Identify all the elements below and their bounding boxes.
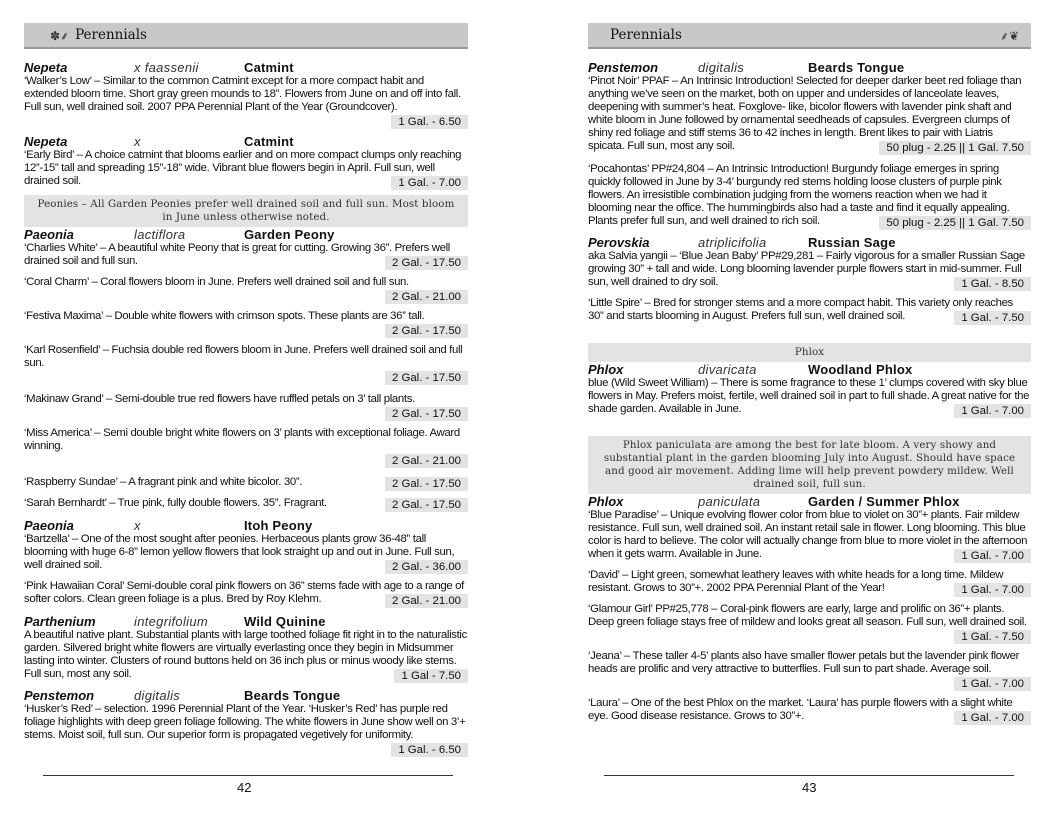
description-text: ‘Miss America’ – Semi double bright white flowers on 3’ plants with exceptional foliage. Award winning. [24,427,460,452]
plant-description [588,697,1031,725]
description-text: ‘Bartzella’ – One of the most sought after peonies. Herbaceous plants grow 36-48” tall blooming with huge 6-8” lemon yellow flowers that look straight up and out in June. Full sun, well drained soil. [24,533,455,571]
left-page [24,0,468,816]
plant-genus: Penstemon [24,688,95,703]
plant-description [24,393,468,421]
plant-description [24,276,468,304]
price-tag: 2 Gal. - 17.50 [385,371,468,385]
plant-title-row [24,519,468,533]
price-tag: 2 Gal. - 17.50 [385,477,468,491]
plant-species: integrifolium [134,614,208,629]
description-text: ‘Jeana’ – These taller 4-5’ plants also have smaller flower petals but the lavender pink flower heads are prolific and very attractive to butterflies. Full sun to part shade. Average soil. [588,650,1020,675]
plant-title-row [588,236,1031,250]
price-tag: 1 Gal. - 7.00 [954,583,1031,597]
description-text: ‘Blue Paradise’ – Unique evolving flower color from blue to violet on 30”+ plants. Fair mildew resistance. Full sun, well drained soil. An instant retail sale in flower. Long blooming. This blue color is hard to believe. The color will actually change from blue to more violet in the afternoon when it gets warm. Available in June. [588,509,1028,560]
plant-common-name: Beards Tongue [244,688,341,703]
description-text: ‘Charlies White’ – A beautiful white Peony that is great for cutting. Growing 36”. Prefers well drained soil and full sun. [24,242,450,267]
right-entry-list [588,61,1031,725]
price-tag: 1 Gal. - 7.50 [954,630,1031,644]
plant-title-row [24,228,468,242]
plant-description [24,629,468,683]
plant-description [24,310,468,338]
right-page-header [588,23,1031,49]
plant-species: digitalis [134,688,181,703]
plant-title-row [24,61,468,75]
plant-description [588,603,1031,644]
price-tag: 1 Gal. - 7.00 [954,549,1031,563]
plant-genus: Nepeta [24,60,68,75]
plant-common-name: Catmint [244,60,294,75]
right-footer-rule [604,775,1014,776]
price-tag: 2 Gal. - 17.50 [385,407,468,421]
plant-genus: Phlox [588,494,624,509]
plant-description [24,703,468,757]
price-tag: 50 plug - 2.25 || 1 Gal. 7.50 [879,141,1031,155]
plant-genus: Paeonia [24,227,74,242]
plant-description [24,242,468,270]
price-tag: 2 Gal. - 21.00 [385,594,468,608]
plant-description [24,75,468,129]
description-text: ‘Pinot Noir’ PPAF – An Intrinsic Introduction! Selected for deeper darker beet red foliage than anything we’ve seen on the market, both on upper and undersides of lanceolate leaves, deepening with summer’s heat. Foxglove- like, bicolor flowers with lavender pink shaft and white bloom in June followed by ornamental seedheads of capsules. Evergreen clumps of shiny red foliage and stiff stems 36 to 42 inches in length. Brent likes to pair with Liatris spicata. Full sun, most any soil. [588,75,1022,152]
left-entry-list [24,61,468,757]
plant-description [24,149,468,190]
plant-common-name: Woodland Phlox [808,362,913,377]
plant-description [588,509,1031,563]
plant-genus: Phlox [588,362,624,377]
price-tag: 2 Gal. - 21.00 [385,454,468,468]
plant-description [588,569,1031,597]
plant-genus: Parthenium [24,614,96,629]
right-page [588,0,1031,816]
plant-genus: Perovskia [588,235,650,250]
plant-species: paniculata [698,494,761,509]
plant-description [588,163,1031,230]
description-text: ‘Karl Rosenfield’ – Fuchsia double red flowers bloom in June. Prefers well drained soil and full sun. [24,344,463,369]
price-tag: 2 Gal. - 17.50 [385,498,468,512]
flower-ornament-icon: ✽⸙ [50,28,70,43]
plant-title-row [588,495,1031,509]
price-tag: 2 Gal. - 17.50 [385,324,468,338]
plant-common-name: Wild Quinine [244,614,326,629]
right-page-number: 43 [802,780,817,795]
description-text: blue (Wild Sweet William) – There is some fragrance to these 1’ clumps covered with sky blue flowers in May. Prefers moist, fertile, well drained soil in part to full shade. A great native for the shade garden. Available in June. [588,377,1030,415]
left-page-header [24,23,468,49]
price-tag: 1 Gal. - 8.50 [954,277,1031,291]
description-text: aka Salvia yangii – ‘Blue Jean Baby’ PP#29,281 – Fairly vigorous for a smaller Russian Sage growing 30” + tall and wide. Long blooming lavender purple flowers start in mid-summer. Full sun, well drained to dry soil. [588,250,1025,288]
plant-species: x [134,134,141,149]
description-text: ‘Pink Hawaiian Coral’ Semi-double coral pink flowers on 36” stems fade with age to a range of softer colors. Clean green foliage is a plus. Bred by Roy Klehm. [24,580,464,605]
plant-description [588,377,1031,418]
plant-genus: Nepeta [24,134,68,149]
plant-description [588,297,1031,325]
price-tag: 2 Gal. - 21.00 [385,290,468,304]
price-tag: 1 Gal. - 7.50 [954,311,1031,325]
plant-description [588,650,1031,691]
plant-description [24,497,468,512]
left-header-title: Perennials [75,27,147,43]
description-text: ‘Festiva Maxima’ – Double white flowers with crimson spots. These plants are 36” tall. [24,310,425,322]
plant-common-name: Itoh Peony [244,518,313,533]
plant-species: atriplicifolia [698,235,767,250]
description-text: ‘Coral Charm’ – Coral flowers bloom in June. Prefers well drained soil and full sun. [24,276,409,288]
plant-species: x faassenii [134,60,199,75]
plant-genus: Penstemon [588,60,659,75]
description-text: ‘Early Bird’ – A choice catmint that blooms earlier and on more compact clumps only reaching 12”-15” tall and spreading 15”-18” wide. Vibrant blue flowers begin in April. Full sun, well drained soil. [24,149,462,187]
description-text: ‘Raspberry Sundae’ – A fragrant pink and white bicolor. 30”. [24,476,303,488]
plant-common-name: Garden Peony [244,227,335,242]
plant-description [588,75,1031,155]
bird-ornament-icon: ⸙❦ [999,28,1019,43]
price-tag: 1 Gal. - 6.50 [391,115,468,129]
description-text: ‘Husker’s Red’ – selection. 1996 Perennial Plant of the Year. ‘Husker’s Red’ has purple red foliage highlights with deep green foliage following. The white flowers in June show well on 3’+ stems. Moist soil, full sun. Our superior form is propagated vegetively for uniformity. [24,703,466,741]
left-page-number: 42 [237,780,252,795]
plant-title-row [24,689,468,703]
plant-description [24,533,468,574]
description-text: ‘Laura’ – One of the best Phlox on the market. ‘Laura’ has purple flowers with a slight white eye. Good disease resistance. Grows to 30”+. [588,697,1013,722]
description-text: ‘Glamour Girl’ PP#25,778 – Coral-pink flowers are early, large and prolific on 36”+ plants. Deep green foliage stays free of mildew and looks great all season. Full sun, well drained soil. [588,603,1027,628]
right-header-title: Perennials [610,27,682,43]
plant-description [24,344,468,385]
plant-common-name: Garden / Summer Phlox [808,494,960,509]
plant-title-row [588,61,1031,75]
price-tag: 1 Gal. - 6.50 [391,743,468,757]
plant-common-name: Catmint [244,134,294,149]
plant-title-row [588,363,1031,377]
price-tag: 1 Gal. - 7.00 [954,404,1031,418]
plant-species: divaricata [698,362,757,377]
price-tag: 50 plug - 2.25 || 1 Gal. 7.50 [879,216,1031,230]
plant-genus: Paeonia [24,518,74,533]
description-text: A beautiful native plant. Substantial plants with large toothed foliage fit right in to the naturalistic garden. Silvered bright white flowers are virtually everlasting once they begin in Midsummer lasting into winter. Clusters of round buttons held on 36 inch plus or minus woody like stems. Full sun, most any soil. [24,629,467,680]
plant-title-row [24,135,468,149]
plant-common-name: Beards Tongue [808,60,905,75]
description-text: ‘Makinaw Grand’ – Semi-double true red flowers have ruffled petals on 3’ tall plants. [24,393,415,405]
plant-species: digitalis [698,60,745,75]
plant-species: lactiflora [134,227,186,242]
price-tag: 1 Gal. - 7.00 [391,176,468,190]
plant-description [24,476,468,491]
section-note: Phlox paniculata are among the best for late bloom. A very showy and substantial plant in the garden blooming July into August. Should have space and good air movement. Adding lime will help prevent powdery mildew. Well drained soil, full sun. [588,436,1031,494]
description-text: ‘Sarah Bernhardt’ – True pink, fully double flowers. 35”. Fragrant. [24,497,327,509]
plant-description [588,250,1031,291]
price-tag: 2 Gal. - 17.50 [385,256,468,270]
description-text: ‘Walker’s Low’ – Similar to the common Catmint except for a more compact habit and extended bloom time. Short gray green mounds to 18”. Flowers from June on and off into fall. Full sun, well drained soil. 2007 PPA Perennial Plant of the Year (Groundcover). [24,75,461,113]
plant-title-row [24,615,468,629]
section-note: Peonies – All Garden Peonies prefer well drained soil and full sun. Most bloom in June unless otherwise noted. [24,195,468,227]
description-text: ‘Pocahontas’ PP#24,804 – An Intrinsic Introduction! Burgundy foliage emerges in spring quickly followed in June by 3-4’ burgundy red stems holding loose clusters of purple pink flowers. An irresistible combination judging from the womens reaction when we had it blooming near the office. The hummingbirds also had a taste and find it equally appealing. Plants prefer full sun, and well drained to rich soil. [588,163,1010,227]
price-tag: 1 Gal. - 7.00 [954,711,1031,725]
price-tag: 1 Gal - 7.50 [394,669,468,683]
description-text: ‘David’ – Light green, somewhat leathery leaves with white heads for a long time. Mildew resistant. Grows to 30”+. 2002 PPA Perennial Plant of the Year! [588,569,1004,594]
price-tag: 1 Gal. - 7.00 [954,677,1031,691]
description-text: ‘Little Spire’ – Bred for stronger stems and a more compact habit. This variety only reaches 30” and starts blooming in August. Prefers full sun, well drained soil. [588,297,1013,322]
plant-common-name: Russian Sage [808,235,896,250]
plant-description [24,580,468,608]
left-footer-rule [43,775,453,776]
plant-description [24,427,468,468]
price-tag: 2 Gal. - 36.00 [385,560,468,574]
section-note: Phlox [588,343,1031,362]
plant-species: x [134,518,141,533]
